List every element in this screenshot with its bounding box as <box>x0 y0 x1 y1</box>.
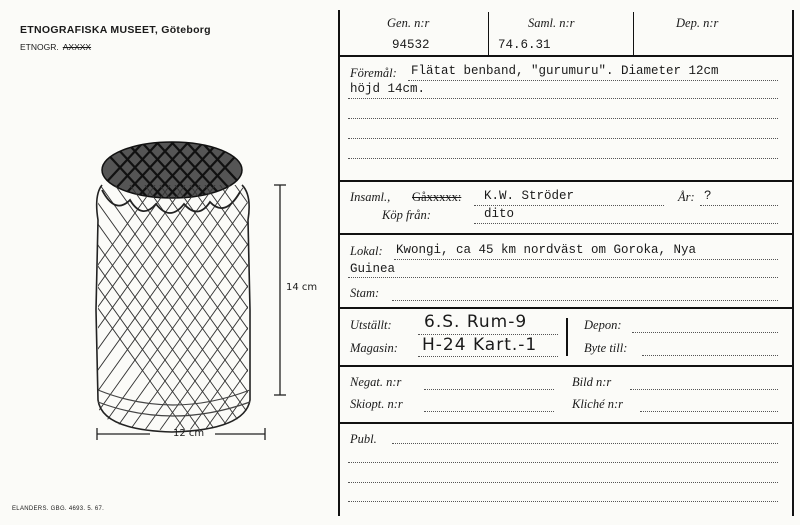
header-separator-2 <box>633 12 634 56</box>
dotted-line <box>630 389 778 390</box>
cliche-number-label: Kliché n:r <box>572 397 624 411</box>
storage-label: Magasin: <box>350 341 398 355</box>
dotted-line <box>474 223 778 224</box>
picture-number-label: Bild n:r <box>572 375 612 389</box>
storage-separator <box>566 318 568 356</box>
gen-number-label: Gen. n:r <box>387 16 430 30</box>
exchange-label: Byte till: <box>584 341 628 355</box>
collector-label: Insaml., <box>350 190 391 204</box>
exhibited-value: 6.S. Rum-9 <box>424 312 528 332</box>
dotted-line <box>348 138 778 139</box>
dotted-line <box>408 80 778 81</box>
dotted-line <box>348 482 778 483</box>
department-prefix: ETNOGR. <box>20 42 59 52</box>
dotted-line <box>632 332 778 333</box>
dotted-line <box>424 411 554 412</box>
rule-storage <box>338 307 792 309</box>
width-dimension-label: 12 cm <box>173 428 205 439</box>
department-struck: AXXXX <box>62 42 92 52</box>
publication-label: Publ. <box>350 432 377 446</box>
dotted-line <box>474 205 664 206</box>
locality-line2: Guinea <box>350 262 396 276</box>
purchased-from-label: Köp från: <box>382 208 431 222</box>
dotted-line <box>424 389 554 390</box>
dotted-line <box>418 356 558 357</box>
printer-mark: ELANDERS. GBG. 4693. 5. 67. <box>12 506 105 512</box>
dep-number-label: Dep. n:r <box>676 16 719 30</box>
saml-number-value: 74.6.31 <box>498 38 551 52</box>
collector-value: K.W. Ströder <box>484 189 575 203</box>
dotted-line <box>348 501 778 502</box>
object-label: Föremål: <box>350 66 397 80</box>
dotted-line <box>394 259 778 260</box>
dotted-line <box>348 462 778 463</box>
year-label: År: <box>678 190 695 204</box>
dotted-line <box>392 300 778 301</box>
negative-number-label: Negat. n:r <box>350 375 402 389</box>
dotted-line <box>392 443 778 444</box>
object-description-line1: Flätat benband, "gurumuru". Diameter 12cm <box>411 64 719 78</box>
object-description-line2: höjd 14cm. <box>350 82 426 96</box>
tribe-label: Stam: <box>350 286 380 300</box>
locality-label: Lokal: <box>350 244 383 258</box>
deposit-label: Depon: <box>584 318 622 332</box>
dotted-line <box>348 98 778 99</box>
dotted-line <box>700 205 778 206</box>
locality-line1: Kwongi, ca 45 km nordväst om Goroka, Nya <box>396 243 697 257</box>
exhibited-label: Utställt: <box>350 318 392 332</box>
gen-number-value: 94532 <box>392 38 430 52</box>
header-separator-1 <box>488 12 489 56</box>
height-dimension-label: 14 cm <box>286 282 318 293</box>
collector-struck-label: Gåxxxxx: <box>412 190 462 204</box>
dotted-line <box>348 277 778 278</box>
year-value: ? <box>704 189 712 203</box>
dotted-line <box>642 355 778 356</box>
rule-locality <box>338 233 792 235</box>
slide-number-label: Skiopt. n:r <box>350 397 403 411</box>
rule-negative <box>338 365 792 367</box>
saml-number-label: Saml. n:r <box>528 16 575 30</box>
storage-value: H-24 Kart.-1 <box>422 335 538 355</box>
rule-header <box>338 55 792 57</box>
dotted-line <box>418 334 558 335</box>
dotted-line <box>640 411 778 412</box>
rule-collector <box>338 180 792 182</box>
department-line <box>20 42 91 52</box>
purchased-from-value: dito <box>484 207 515 221</box>
rule-publication <box>338 422 792 424</box>
museum-title: ETNOGRAFISKA MUSEET, Göteborg <box>20 24 211 36</box>
dotted-line <box>348 158 778 159</box>
dotted-line <box>348 118 778 119</box>
